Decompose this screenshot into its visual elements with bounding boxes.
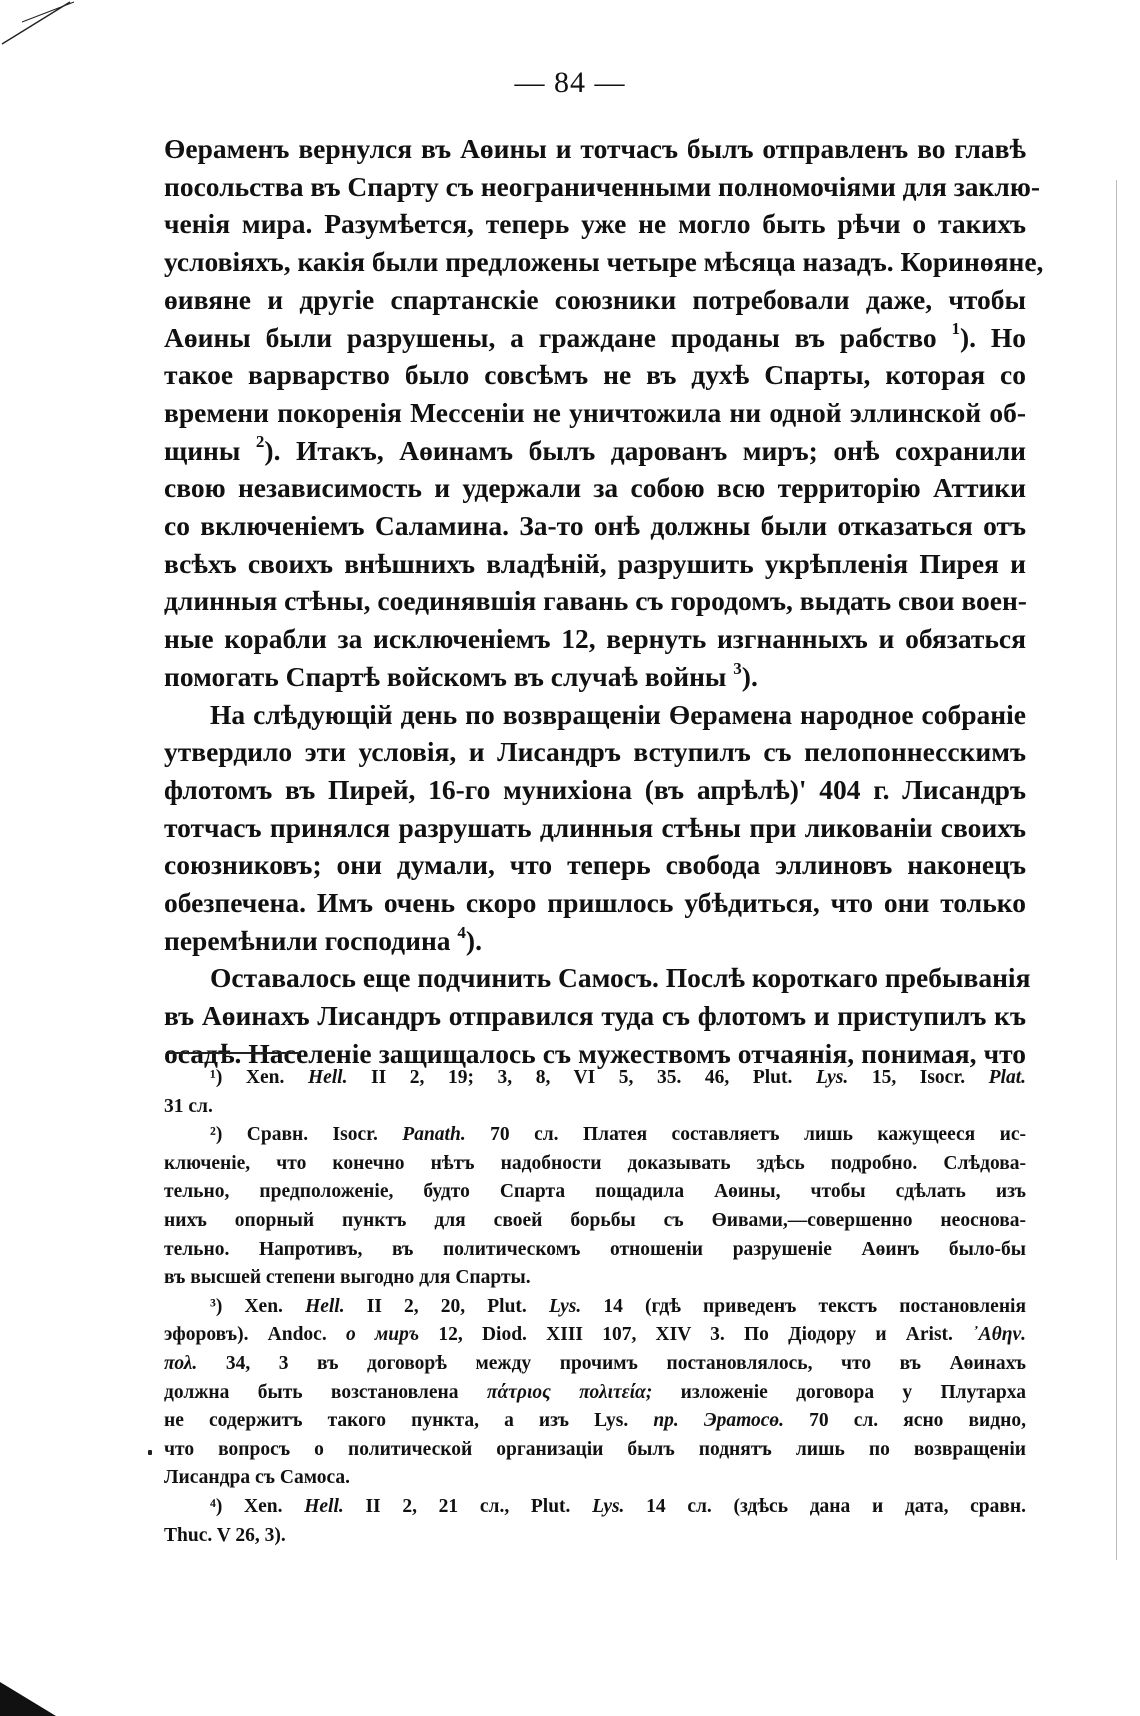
footnotes (164, 1064, 1026, 1550)
footnote-line: нихъ опорный пунктъ для своей борьбы съ Өивами,—совершенно неоснова- (164, 1209, 1026, 1231)
text-line: помогать Спартѣ войскомъ въ случаѣ войны $^3$). (164, 658, 758, 692)
text-line: союзниковъ; они думали, что теперь свобода эллиновъ наконецъ (164, 849, 1026, 881)
text-line: условіяхъ, какія были предложены четыре мѣсяца назадъ. Коринөяне, (164, 246, 1044, 278)
text-line: Өераменъ вернулся въ Аөины и тотчасъ былъ отправленъ во главѣ (164, 133, 1026, 164)
text-line: флотомъ въ Пирей, 16-го мунихіона (въ апрѣлѣ)' 404 г. Лисандръ (164, 773, 1026, 805)
text-line: На слѣдующій день по возвращеніи Өерамена народное собраніе (210, 698, 1026, 730)
footnote-line: ¹) Xen. Hell. II 2, 19; 3, 8, VI 5, 35. 46, Plut. Lys. 15, Isocr. Plat. (210, 1067, 1027, 1088)
text-line: ные корабли за исключеніемъ 12, вернуть изгнанныхъ и обязаться (164, 623, 1026, 655)
text-line: длинныя стѣны, соединявшія гавань съ городомъ, выдать свои воен- (164, 585, 1027, 617)
footnote-line: ³) Xen. Hell. II 2, 20, Plut. Lys. 14 (гдѣ приведенъ текстъ постановленія (210, 1295, 1027, 1317)
scan-corner-mark (0, 0, 90, 60)
footnote-line: Thuc. V 26, 3). (164, 1524, 286, 1546)
footnote-line: должна быть возстановлена πάτριος πολιτεία; изложеніе договора у Плутарха (164, 1381, 1027, 1403)
scan-corner-mark-bottom (0, 1672, 60, 1716)
text-line: всѣхъ своихъ внѣшнихъ владѣній, разрушить укрѣпленія Пирея и (164, 547, 1026, 579)
footnote-1 (164, 1064, 1026, 1121)
footnote-ref: 4 (457, 922, 466, 942)
text-line: щины $^2$). Итакъ, Аөинамъ былъ дарованъ миръ; онѣ сохранили (164, 432, 1027, 466)
footnote-line: что вопросъ о политической организаціи былъ поднятъ лишь по возвращеніи (164, 1438, 1026, 1460)
footnote-3 (164, 1293, 1026, 1493)
paragraph-1 (164, 130, 1044, 696)
footnote-ref: 3 (733, 658, 742, 678)
footnote-line: ⁴) Xen. Hell. II 2, 21 сл., Plut. Lys. 14 сл. (здѣсь дана и дата, сравн. (210, 1495, 1027, 1517)
text-line: посольства въ Спарту съ неограниченными полномочіями для заклю- (164, 170, 1040, 202)
paragraph-3 (164, 959, 1031, 1072)
text-line: утвердило эти условія, и Лисандръ вступилъ съ пелопоннесскимъ (164, 736, 1026, 768)
footnote-line: тельно. Напротивъ, въ политическомъ отношеніи разрушеніе Аөинъ было-бы (164, 1238, 1026, 1260)
text-line: тотчасъ принялся разрушать длинныя стѣны при ликованіи своихъ (164, 811, 1026, 843)
page-number: — 84 — (514, 66, 626, 99)
footnote-line: πολ. 34, 3 въ договорѣ между прочимъ постановлялось, что въ Аөинахъ (164, 1352, 1027, 1374)
footnote-separator (168, 1052, 300, 1054)
footnote-line: не содержитъ такого пункта, а изъ Lys. пр. Эратосө. 70 сл. ясно видно, (164, 1410, 1027, 1432)
text-line: въ Аөинахъ Лисандръ отправился туда съ флотомъ и приступилъ къ (164, 1000, 1026, 1032)
footnote-line: тельно, предположеніе, будто Спарта пощадила Аөины, чтобы сдѣлать изъ (164, 1181, 1026, 1203)
text-line: такое варварство было совсѣмъ не въ духѣ Спарты, которая со (164, 359, 1026, 391)
footnote-line: въ высшей степени выгодно для Спарты. (164, 1267, 531, 1289)
footnote-line: ²) Сравн. Isocr. Panath. 70 сл. Платея составляетъ лишь кажущееся ис- (210, 1124, 1026, 1146)
scan-speck (148, 1450, 152, 1455)
footnote-line: Лисандра съ Самоса. (164, 1467, 351, 1489)
text-line: времени покоренія Мессеніи не уничтожила ни одной эллинской об- (164, 396, 1026, 428)
text-line: өивяне и другіе спартанскіе союзники потребовали даже, чтобы (164, 283, 1026, 315)
main-text (164, 130, 1044, 1073)
footnote-line: 31 сл. (164, 1095, 213, 1117)
text-line: со включеніемъ Саламина. За-то онѣ должны были отказаться отъ (164, 510, 1026, 542)
text-line: Оставалось еще подчинить Самосъ. Послѣ короткаго пребыванія (210, 962, 1031, 994)
footnote-4 (164, 1493, 1026, 1550)
paragraph-2 (164, 696, 1026, 960)
footnote-line: эфоровъ). Andoc. о миръ 12, Diod. XIII 107, XIV 3. По Діодору и Arist. ᾿Αθην. (164, 1324, 1026, 1346)
footnote-line: ключеніе, что конечно нѣтъ надобности доказывать здѣсь подробно. Слѣдова- (164, 1152, 1026, 1174)
footnote-2 (164, 1121, 1026, 1293)
text-line: свою независимость и удержали за собою всю территорію Аттики (164, 472, 1026, 504)
text-line: ченія мира. Разумѣется, теперь уже не могло быть рѣчи о такихъ (164, 208, 1026, 240)
text-line: Аөины были разрушены, а граждане проданы въ рабство $^1$). Но (164, 319, 1026, 353)
text-line: осадѣ. Населеніе защищалось съ мужествомъ отчаянія, понимая, что (164, 1037, 1026, 1069)
text-line: перемѣнили господина $^4$). (164, 922, 482, 956)
footnote-ref: 1 (951, 319, 960, 339)
text-line: обезпечена. Имъ очень скоро пришлось убѣдиться, что они только (164, 887, 1026, 919)
page-edge-line (1116, 180, 1117, 1560)
footnote-ref: 2 (255, 432, 265, 452)
